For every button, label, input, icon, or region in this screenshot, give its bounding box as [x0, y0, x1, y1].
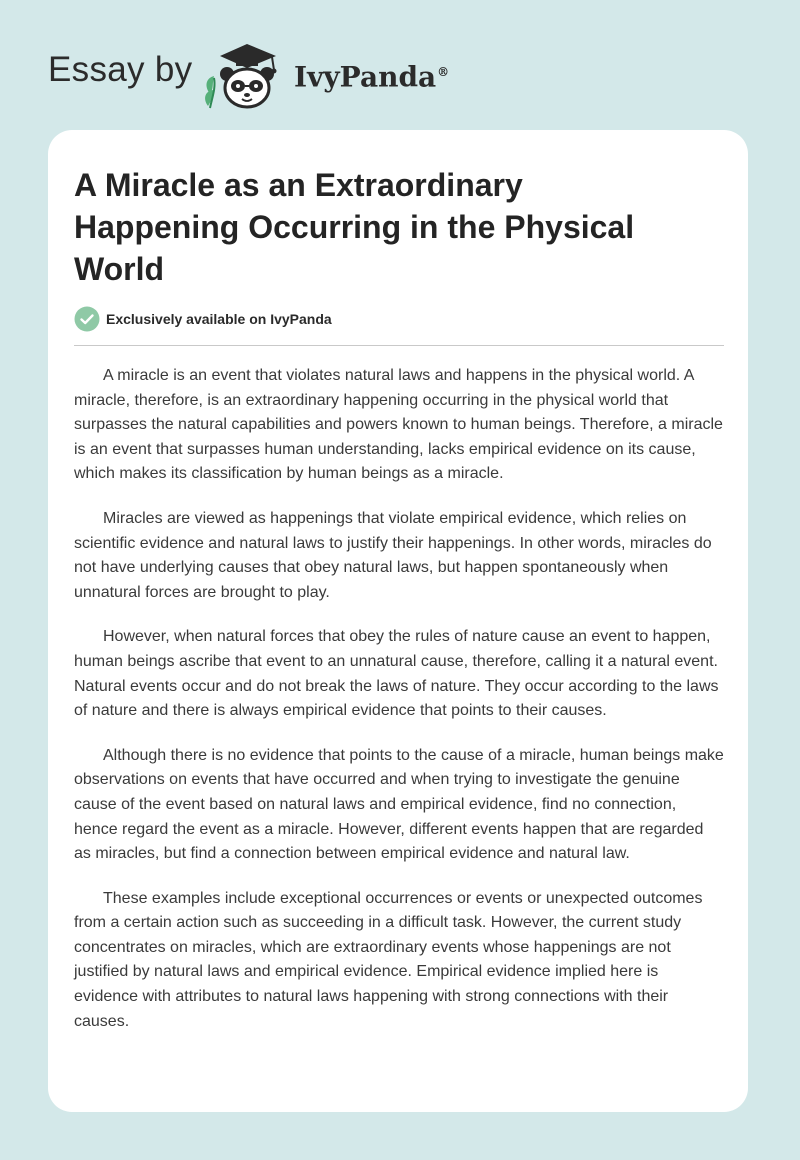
check-circle-icon [74, 306, 100, 332]
panda-graduate-logo-icon [200, 36, 294, 110]
exclusive-badge [74, 306, 332, 332]
essay-body [74, 364, 724, 1054]
divider [74, 345, 724, 346]
paragraph: Although there is no evidence that points to the cause of a miracle, human beings make observations on events that have occurred and when trying to investigate the genuine cause of the event based on natural laws and empirical evidence, find no connection, hence regard the event as a miracle. However, different events happen that are regarded as miracles, but find a connection between empirical evidence and natural law. [74, 746, 724, 863]
registered-mark: ® [437, 65, 450, 79]
paragraph: Miracles are viewed as happenings that violate empirical evidence, which relies on scientific evidence and natural laws to justify their happenings. In other words, miracles do not have underlying causes that obey natural laws, but happen spontaneously when unnatural forces are brought to play. [74, 509, 712, 601]
essay-card [48, 130, 748, 1112]
paragraph: A miracle is an event that violates natural laws and happens in the physical world. A miracle, therefore, is an extraordinary happening occurring in the physical world that surpasses the natural capabilities and powers known to human beings. Therefore, a miracle is an event that surpasses human understanding, lacks empirical evidence on its cause, which makes its classification by human beings as a miracle. [74, 367, 723, 483]
badge-label: Exclusively available on IvyPanda [106, 311, 332, 327]
paragraph: These examples include exceptional occurrences or events or unexpected outcomes from a certain action such as succeeding in a difficult task. However, the current study concentrates on miracles, which are extraordinary events whose happenings are not justified by natural laws and empirical evidence. Empirical evidence implied here is evidence with attributes to natural laws happening with strong connections with their causes. [74, 889, 703, 1030]
essay-by-label: Essay by [48, 50, 193, 89]
brand-name: IvyPanda® [294, 60, 450, 94]
paragraph: However, when natural forces that obey the rules of nature cause an event to happen, human beings ascribe that event to an unnatural cause, therefore, calling it a natural event. Natural events occur and do not break the laws of nature. They occur according to the laws of nature and there is always empirical evidence that points to their causes. [74, 628, 719, 720]
site-header [0, 0, 800, 130]
essay-title: A Miracle as an Extraordinary Happening Occurring in the Physical World [74, 167, 635, 287]
